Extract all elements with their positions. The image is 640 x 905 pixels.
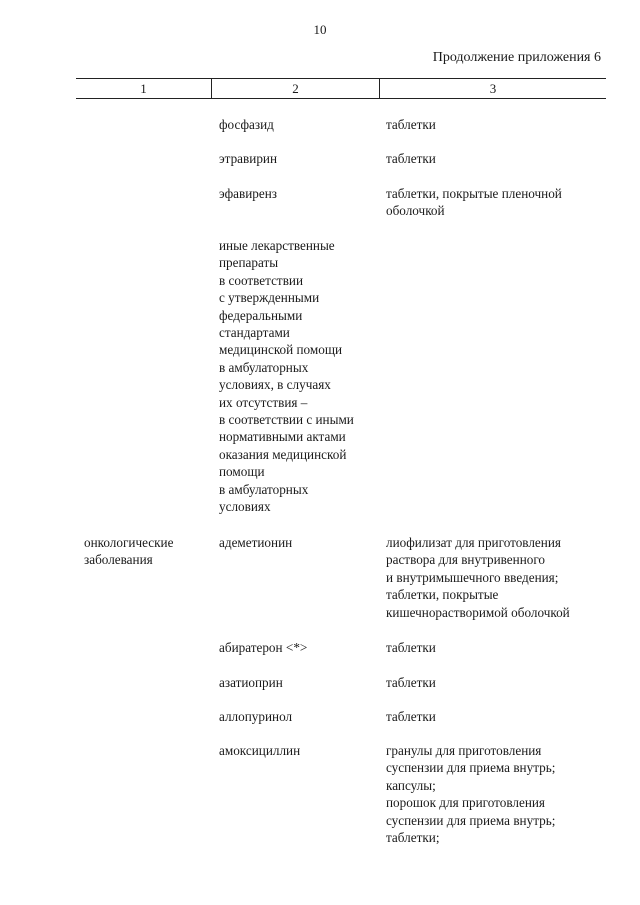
table-header [76, 78, 606, 99]
drug-name: иные лекарственные препараты в соответствии с утвержденными федеральными стандартами медицинской помощи в амбулаторных условиях, в случаях их отсутствия – в соответствии с иными нормативными актами оказания медицинской помощи в амбулаторных условиях [219, 238, 354, 515]
drug-form: таблетки [386, 151, 436, 166]
disease-group: онкологические заболевания [84, 535, 174, 568]
page-number: 10 [313, 22, 327, 37]
header-col-2: 2 [212, 79, 380, 98]
header-col-1: 1 [76, 79, 212, 98]
drug-name: эфавиренз [219, 186, 277, 201]
drug-name: адеметионин [219, 535, 293, 550]
drug-form: таблетки [386, 675, 436, 690]
continuation-title: Продолжение приложения 6 [432, 50, 601, 65]
drug-form: таблетки, покрытые пленочной оболочкой [386, 186, 562, 219]
drug-form: таблетки [386, 709, 436, 724]
drug-name: этравирин [219, 151, 278, 166]
drug-name: азатиоприн [219, 675, 283, 690]
drug-name: аллопуринол [219, 709, 293, 724]
drug-form: гранулы для приготовления суспензии для приема внутрь; капсулы; порошок для приготовления суспензии для приема внутрь; таблетки; [386, 743, 556, 846]
drug-form: лиофилизат для приготовления раствора для внутривенного и внутримышечного введения; таблетки, покрытые кишечнорастворимой оболочкой [386, 535, 570, 620]
drug-name: фосфазид [219, 117, 274, 132]
drug-form: таблетки [386, 117, 436, 132]
drug-form: таблетки [386, 640, 436, 655]
header-col-3: 3 [489, 80, 497, 96]
drug-name: амоксициллин [219, 743, 301, 758]
drug-name: абиратерон <*> [219, 640, 308, 655]
